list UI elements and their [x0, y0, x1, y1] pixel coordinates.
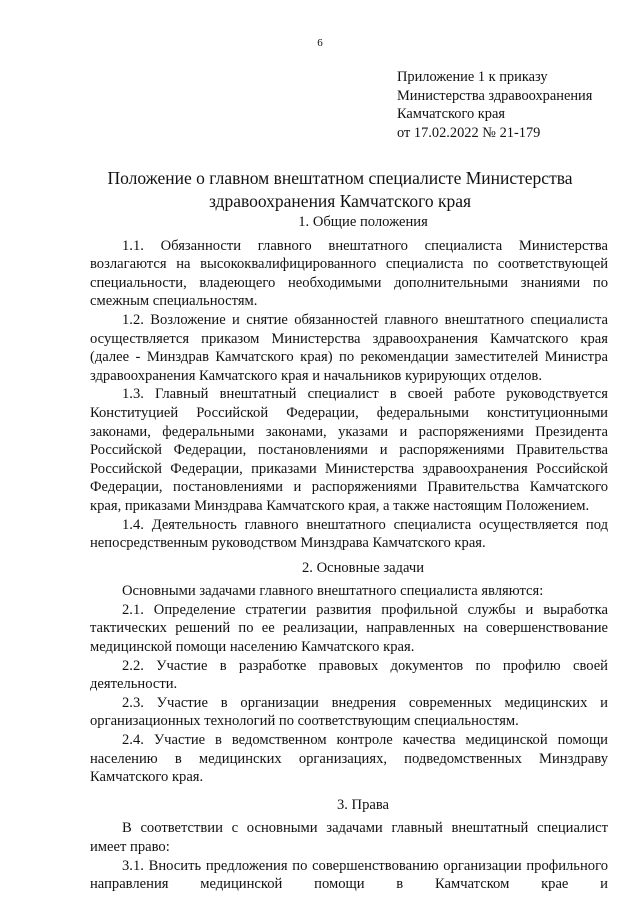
paragraph: 3.1. Вносить предложения по совершенствованию организации профильного направления медицинской помощи в Камчатском крае и: [90, 857, 608, 893]
section-heading: 1. Общие положения: [298, 214, 428, 230]
page-number: 6: [317, 37, 323, 49]
paragraph: 1.3. Главный внештатный специалист в своей работе руководствуется Конституцией Российской Федерации, федеральными конституционными законами, федеральными законами, указами и распоряжениями Президента Российской Федерации, постановлениями и распоряжениями Правительства Российской Федерации, приказами Министерства здравоохранения Российской Федерации, постановлениями и распоряжениями Правительства Камчатского края, приказами Минздрава Камчатского края, а также настоящим Положением.: [90, 386, 608, 514]
document-title: [90, 167, 590, 212]
paragraph: 2.1. Определение стратегии развития профильной службы и выработка тактических решений по ее реализации, направленных на совершенствование медицинской помощи населению Камчатского края.: [90, 601, 608, 656]
appendix-block: [397, 68, 627, 142]
section-heading: 3. Права: [336, 796, 390, 813]
paragraph: В соответствии с основными задачами главный внештатный специалист имеет право:: [90, 820, 608, 855]
title-line: Положение о главном внештатном специалисте Министерства: [107, 168, 573, 188]
appendix-line: от 17.02.2022 № 21-179: [397, 124, 541, 141]
appendix-line: Приложение 1 к приказу: [397, 69, 548, 85]
paragraph: 2.4. Участие в ведомственном контроле качества медицинской помощи населению в медицинских организациях, подведомственных Минздраву Камчатского края.: [90, 732, 608, 786]
paragraph: 1.4. Деятельность главного внештатного специалиста осуществляется под непосредственным руководством Минздрава Камчатского края.: [90, 516, 608, 552]
paragraph: 2.3. Участие в организации внедрения современных медицинских и организационных технологий по соответствующим специальностям.: [90, 694, 608, 730]
title-line: здравоохранения Камчатского края: [208, 190, 472, 211]
appendix-line: Министерства здравоохранения: [397, 87, 593, 104]
paragraph: 2.2. Участие в разработке правовых документов по профилю своей деятельности.: [90, 657, 608, 693]
paragraph: Основными задачами главного внештатного специалиста являются:: [122, 583, 544, 600]
document-body: [90, 213, 608, 894]
paragraph: 1.1. Обязанности главного внештатного специалиста Министерства возлагаются на высококвалифицированного специалиста по соответствующей специальности, владеющего необходимыми дополнительными знаниями по смежным специальностям.: [90, 237, 608, 310]
appendix-line: Камчатского края: [397, 106, 505, 122]
section-heading: 2. Основные задачи: [301, 559, 425, 576]
paragraph: 1.2. Возложение и снятие обязанностей главного внештатного специалиста осуществляется приказом Министерства здравоохранения Камчатского края (далее - Минздрав Камчатского края) по рекомендации заместителей Министра здравоохранения Камчатского края и начальников курирующих отделов.: [90, 311, 608, 384]
